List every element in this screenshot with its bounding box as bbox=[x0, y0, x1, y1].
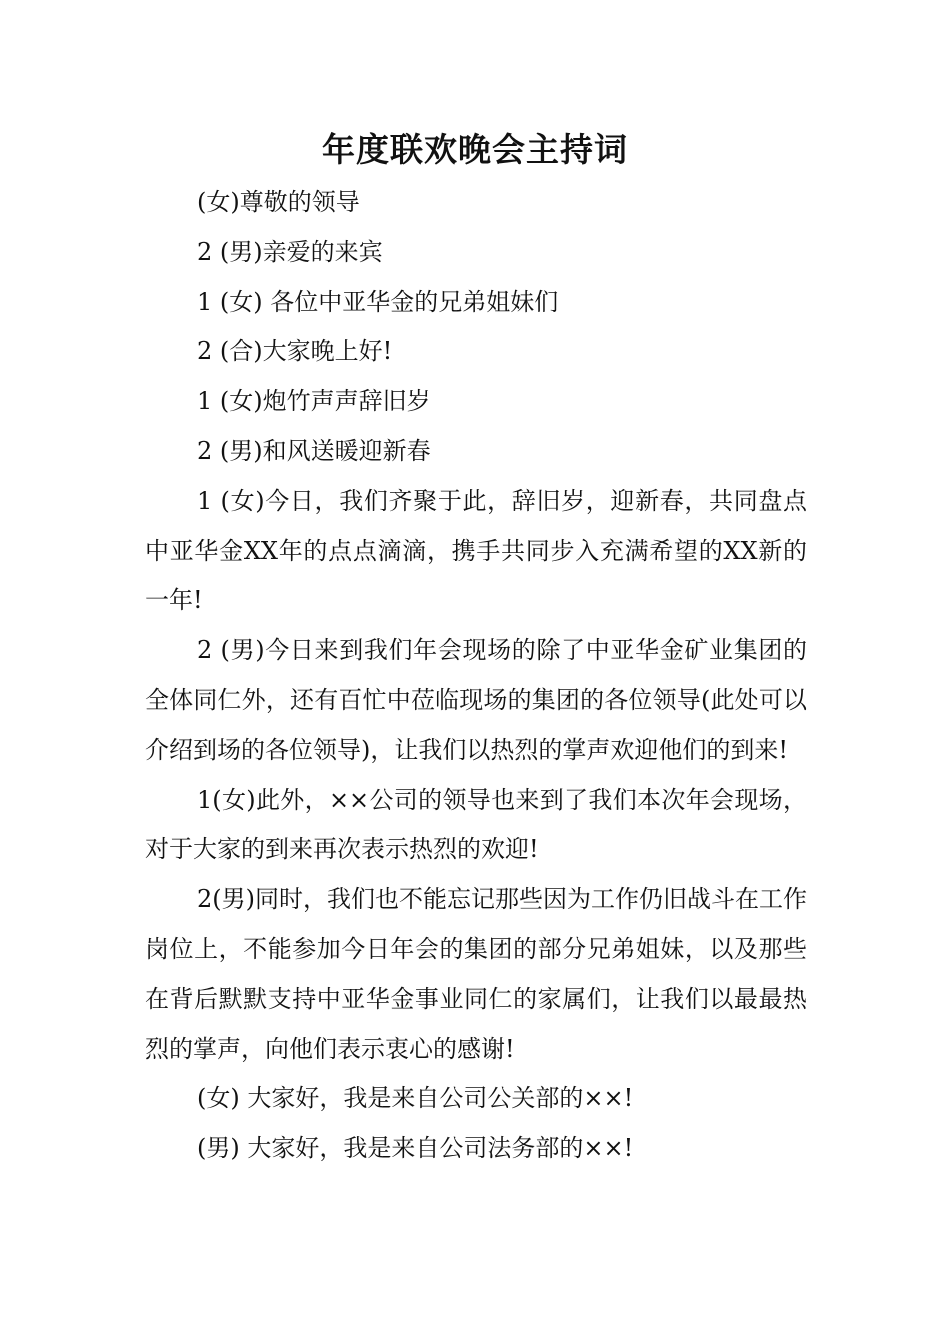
script-paragraph: 2(男)同时，我们也不能忘记那些因为工作仍旧战斗在工作岗位上，不能参加今日年会的集团的部分兄弟姐妹，以及那些在背后默默支持中亚华金事业同仁的家属们，让我们以最最热烈的掌声，向他们表示衷心的感谢! bbox=[145, 885, 807, 1063]
script-line: (男) 大家好，我是来自公司法务部的××! bbox=[197, 1134, 634, 1163]
script-line: (女) 大家好，我是来自公司公关部的××! bbox=[197, 1084, 634, 1113]
script-line: 2 (男)和风送暖迎新春 bbox=[197, 436, 431, 465]
script-line: 1 (女) 各位中亚华金的兄弟姐妹们 bbox=[197, 287, 559, 316]
script-paragraph: 1 (女)今日，我们齐聚于此，辞旧岁，迎新春，共同盘点中亚华金XX年的点点滴滴，携手共同步入充满希望的XX新的一年! bbox=[145, 486, 807, 615]
script-line: 1 (女)炮竹声声辞旧岁 bbox=[197, 387, 431, 416]
script-line: (女)尊敬的领导 bbox=[197, 188, 360, 216]
script-paragraph: 1(女)此外，××公司的领导也来到了我们本次年会现场，对于大家的到来再次表示热烈的欢迎! bbox=[145, 785, 807, 864]
document-body bbox=[145, 178, 807, 1174]
script-line: 2 (男)亲爱的来宾 bbox=[197, 237, 383, 266]
document-title: 年度联欢晚会主持词 bbox=[322, 130, 628, 169]
script-line: 2 (合)大家晚上好! bbox=[197, 337, 393, 366]
script-paragraph: 2 (男)今日来到我们年会现场的除了中亚华金矿业集团的全体同仁外，还有百忙中莅临现场的集团的各位领导(此处可以介绍到场的各位领导)，让我们以热烈的掌声欢迎他们的到来! bbox=[145, 636, 807, 764]
